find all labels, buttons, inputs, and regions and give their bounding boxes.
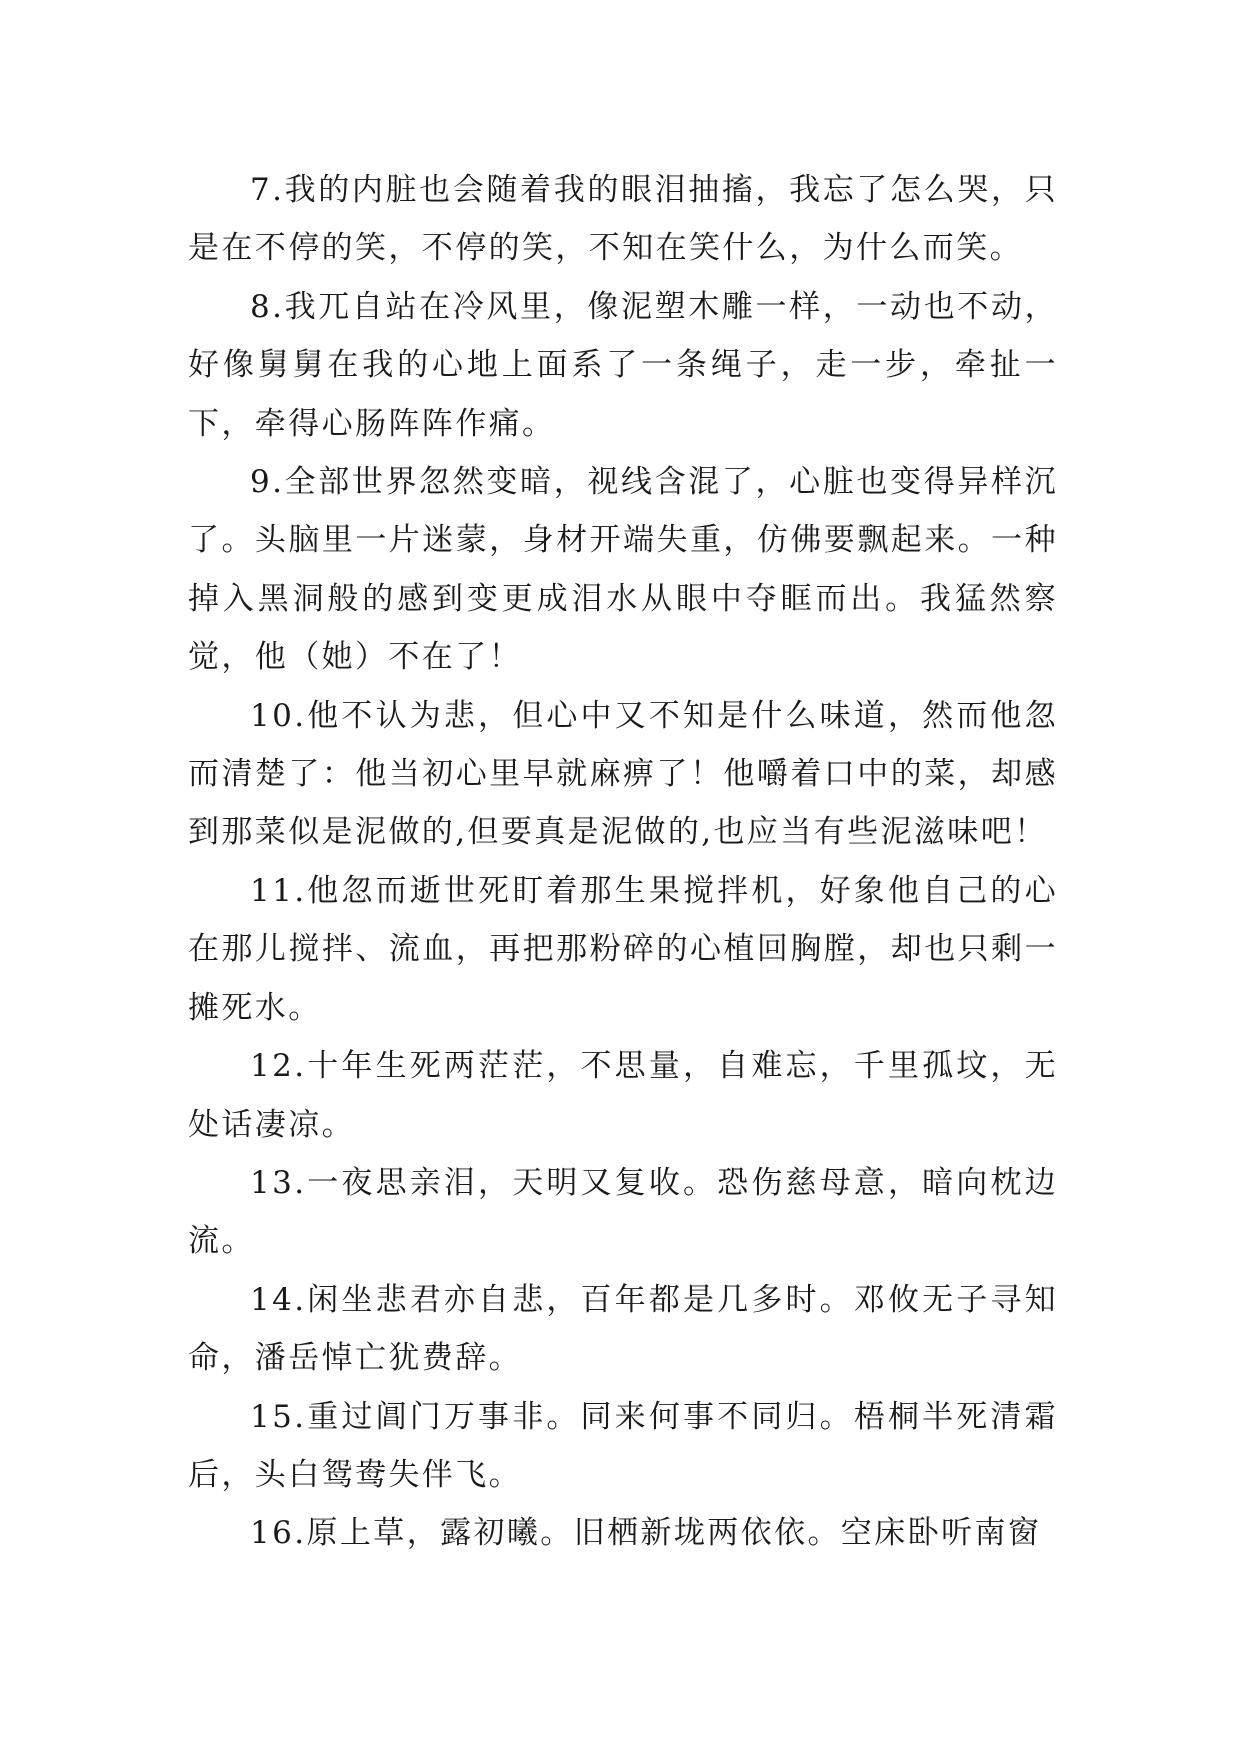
paragraph-12: 12.十年生死两茫茫，不思量，自难忘，千里孤坟，无处话凄凉。 <box>188 1048 1058 1143</box>
paragraph-15: 15.重过阊门万事非。同来何事不同归。梧桐半死清霜后，头白鸳鸯失伴飞。 <box>188 1398 1058 1493</box>
paragraph-16: 16.原上草，露初曦。旧栖新垅两依依。空床卧听南窗 <box>250 1515 1042 1552</box>
paragraph-8: 8.我兀自站在冷风里，像泥塑木雕一样，一动也不动，好像舅舅在我的心地上面系了一条绳子，走一步，牵扯一下，牵得心肠阵阵作痛。 <box>188 288 1058 442</box>
paragraph-10: 10.他不认为悲，但心中又不知是什么味道，然而他忽而清楚了：他当初心里早就麻痹了！他嚼着口中的菜，却感到那菜似是泥做的,但要真是泥做的,也应当有些泥滋味吧！ <box>188 697 1058 851</box>
paragraph-11: 11.他忽而逝世死盯着那生果搅拌机，好象他自己的心在那儿搅拌、流血，再把那粉碎的心植回胸膛，却也只剩一摊死水。 <box>188 872 1058 1026</box>
paragraph-7: 7.我的内脏也会随着我的眼泪抽搐，我忘了怎么哭，只是在不停的笑，不停的笑，不知在笑什么，为什么而笑。 <box>188 172 1058 267</box>
paragraph-9: 9.全部世界忽然变暗，视线含混了，心脏也变得异样沉了。头脑里一片迷蒙，身材开端失重，仿佛要飘起来。一种掉入黑洞般的感到变更成泪水从眼中夺眶而出。我猛然察觉，他（她）不在了！ <box>188 464 1058 676</box>
document-body <box>188 161 1058 1563</box>
paragraph-14: 14.闲坐悲君亦自悲，百年都是几多时。邓攸无子寻知命，潘岳悼亡犹费辞。 <box>188 1281 1058 1377</box>
paragraph-13: 13.一夜思亲泪，天明又复收。恐伤慈母意，暗向枕边流。 <box>188 1164 1058 1260</box>
